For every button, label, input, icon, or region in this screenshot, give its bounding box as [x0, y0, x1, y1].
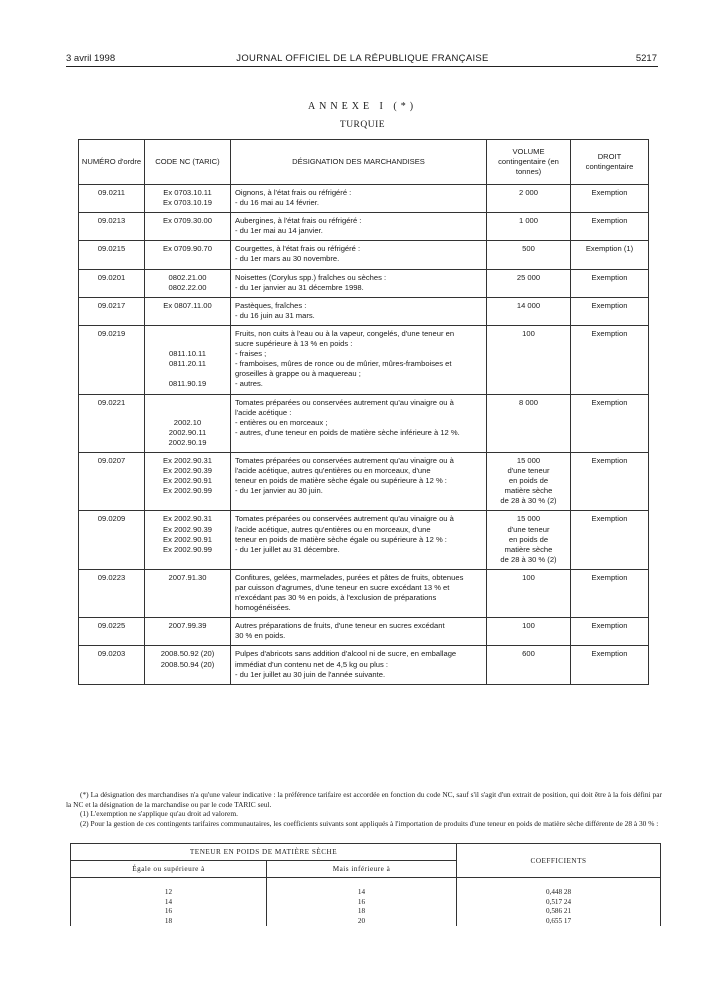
row-codes	[145, 646, 231, 684]
row-numero: 09.0209	[79, 511, 145, 569]
row-designation	[231, 185, 487, 213]
volume-line: 14 000	[516, 300, 541, 310]
table-row	[79, 325, 649, 394]
designation-line: - autres.	[235, 379, 263, 389]
coef-value: 0,586 21	[457, 907, 661, 917]
coef-max: 14	[267, 888, 457, 898]
coef-value: 0,655 17	[457, 917, 661, 927]
row-numero: 09.0225	[79, 618, 145, 646]
designation-line: immédiat d'un contenu net de 4,5 kg ou plus :	[235, 659, 389, 669]
table-row	[79, 394, 649, 452]
row-volume	[487, 511, 571, 569]
designation-line: Confitures, gelées, marmelades, purées et pâtes de fruits, obtenues	[235, 572, 464, 582]
coef-max: 20	[267, 917, 457, 927]
volume-line: 500	[522, 244, 535, 254]
row-droit: Exemption	[571, 297, 649, 325]
volume-line: matière sèche	[504, 544, 553, 554]
table-row	[79, 297, 649, 325]
code-line: 2007.91.30	[168, 572, 207, 582]
page-number: 5217	[635, 53, 657, 64]
row-numero: 09.0219	[79, 325, 145, 394]
coef-row	[71, 898, 661, 908]
designation-line: - du 1er mars au 30 novembre.	[235, 254, 340, 264]
code-line: 2002.10	[173, 417, 202, 427]
row-codes	[145, 452, 231, 510]
coef-table-body	[71, 878, 661, 927]
designation-line: - entières ou en morceaux ;	[235, 417, 328, 427]
code-line: Ex 0703.10.11	[163, 188, 212, 197]
volume-line: de 28 à 30 % (2)	[500, 554, 557, 564]
volume-line: d'une teneur	[507, 524, 550, 534]
header-rule	[66, 66, 658, 67]
designation-line: - du 1er mai au 14 janvier.	[235, 226, 323, 236]
designation-line: - du 1er janvier au 31 décembre 1998.	[235, 282, 364, 292]
code-line: Ex 2002.90.39	[163, 466, 212, 476]
code-line: 2002.90.19	[168, 437, 207, 447]
code-line: Ex 2002.90.31	[163, 455, 212, 465]
designation-line: - du 1er janvier au 30 juin.	[235, 486, 323, 496]
code-line: Ex 2002.90.99	[163, 544, 212, 554]
row-droit: Exemption	[571, 269, 649, 297]
code-line: 0811.20.11	[169, 359, 206, 369]
row-numero: 09.0203	[79, 646, 145, 684]
table-row	[79, 569, 649, 617]
designation-line: - du 16 juin au 31 mars.	[235, 310, 315, 320]
coef-max: 18	[267, 907, 457, 917]
designation-line: - du 16 mai au 14 février.	[235, 198, 319, 208]
code-line: Ex 2002.90.31	[163, 514, 212, 524]
code-line	[149, 369, 226, 379]
coef-header-min: Égale ou supérieure à	[71, 861, 267, 878]
coef-min: 12	[71, 888, 267, 898]
row-numero: 09.0207	[79, 452, 145, 510]
designation-line: l'acide acétique, autres qu'entières ou en morceaux, d'une	[235, 524, 431, 534]
row-volume	[487, 452, 571, 510]
col-header-code: CODE NC (TARIC)	[145, 140, 231, 185]
row-designation	[231, 241, 487, 269]
row-designation	[231, 569, 487, 617]
volume-line: 8 000	[518, 397, 538, 407]
code-line: 0802.22.00	[168, 282, 207, 292]
footnote-1: (1) L'exemption ne s'applique qu'au droit ad valorem.	[80, 809, 238, 819]
row-droit: Exemption	[571, 646, 649, 684]
row-codes	[145, 297, 231, 325]
annex-title: ANNEXE I (*)	[307, 101, 418, 112]
row-volume	[487, 618, 571, 646]
code-line: 0811.10.11	[169, 349, 206, 359]
code-line: 2002.90.11	[168, 427, 207, 437]
volume-line: d'une teneur	[507, 466, 550, 476]
code-line: Ex 0709.90.70	[163, 244, 212, 254]
row-droit: Exemption	[571, 394, 649, 452]
designation-line: Tomates préparées ou conservées autrement qu'au vinaigre ou à	[235, 455, 454, 465]
designation-line: par cuisson d'agrumes, d'une teneur en sucre excédant 13 % et	[235, 583, 450, 592]
row-droit: Exemption	[571, 185, 649, 213]
row-codes	[145, 269, 231, 297]
row-designation	[231, 269, 487, 297]
code-line	[149, 329, 226, 339]
coef-header-coef: COEFFICIENTS	[457, 844, 661, 878]
row-volume	[487, 241, 571, 269]
row-codes	[145, 569, 231, 617]
coef-header-max: Mais inférieure à	[267, 861, 457, 878]
table-row	[79, 646, 649, 684]
designation-line: Fruits, non cuits à l'eau ou à la vapeur, congelés, d'une teneur en	[235, 328, 455, 338]
row-designation	[231, 394, 487, 452]
header-date: 3 avril 1998	[66, 53, 116, 64]
code-line: 2008.50.94 (20)	[160, 659, 215, 669]
table-row	[79, 511, 649, 569]
volume-line: 15 000	[516, 455, 541, 465]
designation-line: homogénéisées.	[235, 603, 291, 613]
row-numero: 09.0213	[79, 213, 145, 241]
annex-country: TURQUIE	[339, 120, 386, 130]
code-line: Ex 0709.30.00	[163, 216, 212, 226]
designation-line: Tomates préparées ou conservées autrement qu'au vinaigre ou à	[235, 397, 454, 407]
row-droit: Exemption	[571, 618, 649, 646]
row-droit: Exemption (1)	[571, 241, 649, 269]
row-codes	[145, 325, 231, 394]
row-volume	[487, 325, 571, 394]
code-line	[149, 408, 226, 418]
coef-min: 18	[71, 917, 267, 927]
volume-line: matière sèche	[504, 486, 553, 496]
volume-line: 2 000	[518, 188, 538, 197]
row-codes	[145, 185, 231, 213]
col-header-numero: NUMÉRO d'ordre	[79, 140, 145, 185]
row-volume	[487, 297, 571, 325]
footnotes	[66, 790, 662, 829]
code-line: Ex 2002.90.91	[163, 534, 212, 544]
journal-title: JOURNAL OFFICIEL DE LA RÉPUBLIQUE FRANÇAISE	[236, 53, 489, 64]
code-line: Ex 2002.90.99	[163, 486, 212, 496]
row-droit: Exemption	[571, 511, 649, 569]
coef-max: 16	[267, 898, 457, 908]
row-numero: 09.0215	[79, 241, 145, 269]
designation-line: - framboises, mûres de ronce ou de mûrier, mûres-framboises et	[235, 359, 452, 369]
row-designation	[231, 618, 487, 646]
coef-value: 0,517 24	[457, 898, 661, 908]
table-row	[79, 241, 649, 269]
code-line: 2007.99.39	[168, 621, 207, 631]
quota-table	[78, 139, 649, 685]
designation-line: Pastèques, fraîches :	[235, 300, 307, 310]
designation-line: - fraises ;	[235, 349, 267, 359]
col-header-volume: VOLUME contingentaire (en tonnes)	[487, 140, 571, 185]
row-numero: 09.0211	[79, 185, 145, 213]
col-header-designation: DÉSIGNATION DES MARCHANDISES	[231, 140, 487, 185]
designation-line: Aubergines, à l'état frais ou réfrigéré :	[235, 216, 362, 226]
volume-line: 100	[522, 621, 535, 631]
designation-line: Oignons, à l'état frais ou réfrigéré :	[235, 188, 352, 197]
designation-line: teneur en poids de matière sèche égale ou supérieure à 12 % :	[235, 534, 447, 544]
footnote-2: (2) Pour la gestion de ces contingents tarifaires communautaires, les coefficients suivants sont appliqués à l'importation de produits d'une teneur en poids de matière sèche différente de 28 à 30 % :	[80, 818, 659, 828]
volume-line: 25 000	[516, 272, 541, 282]
volume-line: 15 000	[516, 514, 541, 524]
row-droit: Exemption	[571, 569, 649, 617]
table-row	[79, 618, 649, 646]
designation-line: - autres, d'une teneur en poids de matière sèche inférieure à 12 %.	[235, 427, 460, 437]
row-designation	[231, 646, 487, 684]
designation-line: - du 1er juillet au 30 juin de l'année suivante.	[235, 669, 386, 679]
volume-line: en poids de	[508, 534, 549, 544]
table-row	[79, 185, 649, 213]
row-codes	[145, 213, 231, 241]
row-droit: Exemption	[571, 325, 649, 394]
coef-value: 0,448 28	[457, 888, 661, 898]
volume-line: 100	[522, 572, 535, 582]
designation-line: Autres préparations de fruits, d'une teneur en sucres excédant	[235, 621, 445, 631]
designation-line: - du 1er juillet au 31 décembre.	[235, 544, 340, 554]
designation-line: Pulpes d'abricots sans addition d'alcool ni de sucre, en emballage	[235, 649, 457, 659]
designation-line: groseilles à grappe ou à maquereau ;	[235, 369, 361, 379]
code-line	[149, 398, 226, 408]
table-body	[79, 185, 649, 685]
designation-line: sucre supérieure à 13 % en poids :	[235, 339, 353, 349]
row-numero: 09.0201	[79, 269, 145, 297]
row-designation	[231, 325, 487, 394]
designation-line: 30 % en poids.	[235, 631, 286, 641]
volume-line: 1 000	[518, 216, 538, 226]
volume-line: de 28 à 30 % (2)	[500, 496, 557, 506]
designation-line: l'acide acétique, autres qu'entières ou en morceaux, d'une	[235, 466, 431, 476]
code-line: Ex 0703.10.19	[163, 198, 212, 208]
row-volume	[487, 394, 571, 452]
coef-row	[71, 917, 661, 927]
footnote-star: (*) La désignation des marchandises n'a qu'une valeur indicative : la préférence tarifaire est accordée en fonction du code NC, sauf s'il s'agit d'un extrait de position, qui doit être à la fois défini par la NC et la désignation de la marchandise ou par le code TARIC seul.	[66, 790, 662, 809]
row-designation	[231, 213, 487, 241]
row-volume	[487, 269, 571, 297]
code-line: Ex 0807.11.00	[163, 300, 212, 310]
code-line: 0811.90.19	[168, 379, 207, 389]
volume-line: 100	[522, 328, 535, 338]
col-header-droit: DROIT contingentaire	[571, 140, 649, 185]
row-codes	[145, 511, 231, 569]
row-numero: 09.0223	[79, 569, 145, 617]
volume-line: 600	[522, 649, 535, 659]
coef-row	[71, 888, 661, 898]
code-line: Ex 2002.90.91	[163, 476, 212, 486]
row-droit: Exemption	[571, 213, 649, 241]
designation-line: teneur en poids de matière sèche égale ou supérieure à 12 % :	[235, 476, 447, 486]
row-designation	[231, 511, 487, 569]
row-volume	[487, 185, 571, 213]
coef-min: 14	[71, 898, 267, 908]
code-line: Ex 2002.90.39	[163, 524, 212, 534]
code-line: 0802.21.00	[168, 272, 207, 282]
row-numero: 09.0217	[79, 297, 145, 325]
designation-line: Courgettes, à l'état frais ou réfrigéré :	[235, 244, 361, 254]
coef-header-group: TENEUR EN POIDS DE MATIÈRE SÈCHE	[71, 844, 457, 861]
row-designation	[231, 297, 487, 325]
table-row	[79, 269, 649, 297]
row-codes	[145, 241, 231, 269]
row-volume	[487, 213, 571, 241]
designation-line: Noisettes (Corylus spp.) fraîches ou sèches :	[235, 272, 387, 282]
table-row	[79, 452, 649, 510]
row-codes	[145, 394, 231, 452]
code-line: 2008.50.92 (20)	[160, 649, 215, 659]
row-codes	[145, 618, 231, 646]
designation-line: n'excédant pas 30 % en poids, à l'exclusion de préparations	[235, 593, 437, 603]
row-droit: Exemption	[571, 452, 649, 510]
coef-row	[71, 907, 661, 917]
table-header-row	[79, 140, 649, 185]
designation-line: Tomates préparées ou conservées autrement qu'au vinaigre ou à	[235, 514, 454, 524]
coef-min: 16	[71, 907, 267, 917]
row-volume	[487, 646, 571, 684]
volume-line: en poids de	[508, 476, 549, 486]
row-volume	[487, 569, 571, 617]
code-line	[149, 339, 226, 349]
row-numero: 09.0221	[79, 394, 145, 452]
table-row	[79, 213, 649, 241]
designation-line: l'acide acétique :	[235, 407, 292, 417]
row-designation	[231, 452, 487, 510]
coefficient-table	[70, 843, 661, 926]
